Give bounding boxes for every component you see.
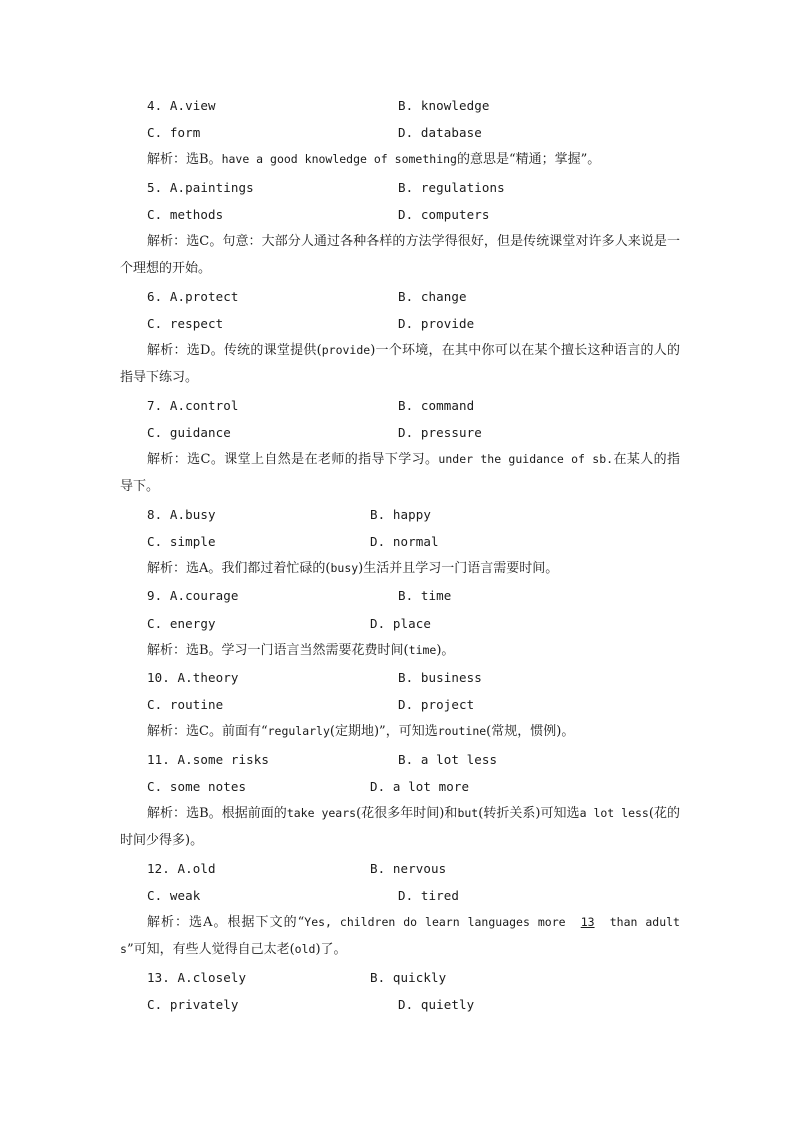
q5-option-b: B. regulations xyxy=(398,180,505,195)
q8-explanation: 解析：选A。我们都过着忙碌的(busy)生活并且学习一门语言需要时间。 xyxy=(147,561,559,576)
q7-options-row-2 xyxy=(0,419,794,446)
q12-option-d: D. tired xyxy=(398,888,460,903)
q4-option-b: B. knowledge xyxy=(398,98,490,113)
q10-options-row-1 xyxy=(0,664,794,691)
q6-option-d: D. provide xyxy=(398,316,475,331)
q10-option-b: B. business xyxy=(398,670,482,685)
q12-options-row-2 xyxy=(0,882,794,909)
q13-options-row-1 xyxy=(0,964,794,991)
q9-option-c: C. energy xyxy=(147,616,216,631)
q4-option-a: 4. A.view xyxy=(147,98,216,113)
q10-explanation: 解析：选C。前面有“regularly(定期地)”，可知选routine(常规，惯例)。 xyxy=(147,724,575,739)
q9-option-d: D. place xyxy=(370,616,432,631)
q12-option-b: B. nervous xyxy=(370,861,447,876)
q8-options-row-1 xyxy=(0,501,794,528)
q8-option-a: 8. A.busy xyxy=(147,507,216,522)
q5-options-row-2 xyxy=(0,201,794,228)
q5-option-c: C. methods xyxy=(147,207,224,222)
q9-option-a: 9. A.courage xyxy=(147,588,239,603)
q11-options-row-1 xyxy=(0,746,794,773)
q9-options-row-1 xyxy=(0,582,794,609)
q11-options-row-2 xyxy=(0,773,794,800)
q6-option-b: B. change xyxy=(398,289,467,304)
q12-option-c: C. weak xyxy=(147,888,201,903)
q4-options-row-2 xyxy=(0,119,794,146)
q11-explanation: 解析：选B。根据前面的take years(花很多年时间)和but(转折关系)可知选a lot less(花的时间少得多)。 xyxy=(120,806,680,849)
q10-options-row-2 xyxy=(0,691,794,718)
q10-option-c: C. routine xyxy=(147,697,224,712)
q7-options-row-1 xyxy=(0,392,794,419)
q11-option-d: D. a lot more xyxy=(370,779,470,794)
q13-option-b: B. quickly xyxy=(370,970,447,985)
q4-option-c: C. form xyxy=(147,125,201,140)
q10-option-d: D. project xyxy=(398,697,475,712)
q13-options-row-2 xyxy=(0,991,794,1018)
q8-option-c: C. simple xyxy=(147,534,216,549)
q10-option-a: 10. A.theory xyxy=(147,670,239,685)
q12-options-row-1 xyxy=(0,855,794,882)
q7-explanation: 解析：选C。课堂上自然是在老师的指导下学习。under the guidance of sb.在某人的指导下。 xyxy=(120,452,680,495)
q13-option-a: 13. A.closely xyxy=(147,970,247,985)
q8-option-b: B. happy xyxy=(370,507,432,522)
q9-options-row-2 xyxy=(0,610,794,637)
q5-option-a: 5. A.paintings xyxy=(147,180,254,195)
q7-option-c: C. guidance xyxy=(147,425,231,440)
q8-options-row-2 xyxy=(0,528,794,555)
q6-options-row-2 xyxy=(0,310,794,337)
q4-options-row-1 xyxy=(0,92,794,119)
q11-option-a: 11. A.some risks xyxy=(147,752,270,767)
q5-option-d: D. computers xyxy=(398,207,490,222)
q11-option-b: B. a lot less xyxy=(398,752,498,767)
q12-explanation: 解析：选A。根据下文的“Yes, children do learn languages more 13 than adults”可知，有些人觉得自己太老(old)了。 xyxy=(120,915,680,958)
q6-option-c: C. respect xyxy=(147,316,224,331)
q7-option-a: 7. A.control xyxy=(147,398,239,413)
q7-option-d: D. pressure xyxy=(398,425,482,440)
q6-option-a: 6. A.protect xyxy=(147,289,239,304)
q11-option-c: C. some notes xyxy=(147,779,247,794)
q12-blank: 13 xyxy=(580,915,595,929)
q5-explanation: 解析：选C。句意：大部分人通过各种各样的方法学得很好，但是传统课堂对许多人来说是一个理想的开始。 xyxy=(120,234,680,277)
q12-option-a: 12. A.old xyxy=(147,861,216,876)
q7-option-b: B. command xyxy=(398,398,475,413)
q4-explanation: 解析：选B。have a good knowledge of something的意思是“精通；掌握”。 xyxy=(147,152,601,167)
q13-option-d: D. quietly xyxy=(398,997,475,1012)
q9-option-b: B. time xyxy=(398,588,452,603)
q13-option-c: C. privately xyxy=(147,997,239,1012)
q5-options-row-1 xyxy=(0,174,794,201)
q6-explanation: 解析：选D。传统的课堂提供(provide)一个环境，在其中你可以在某个擅长这种语言的人的指导下练习。 xyxy=(120,343,680,386)
q4-option-d: D. database xyxy=(398,125,482,140)
q9-explanation: 解析：选B。学习一门语言当然需要花费时间(time)。 xyxy=(147,643,455,658)
q8-option-d: D. normal xyxy=(370,534,439,549)
q6-options-row-1 xyxy=(0,283,794,310)
